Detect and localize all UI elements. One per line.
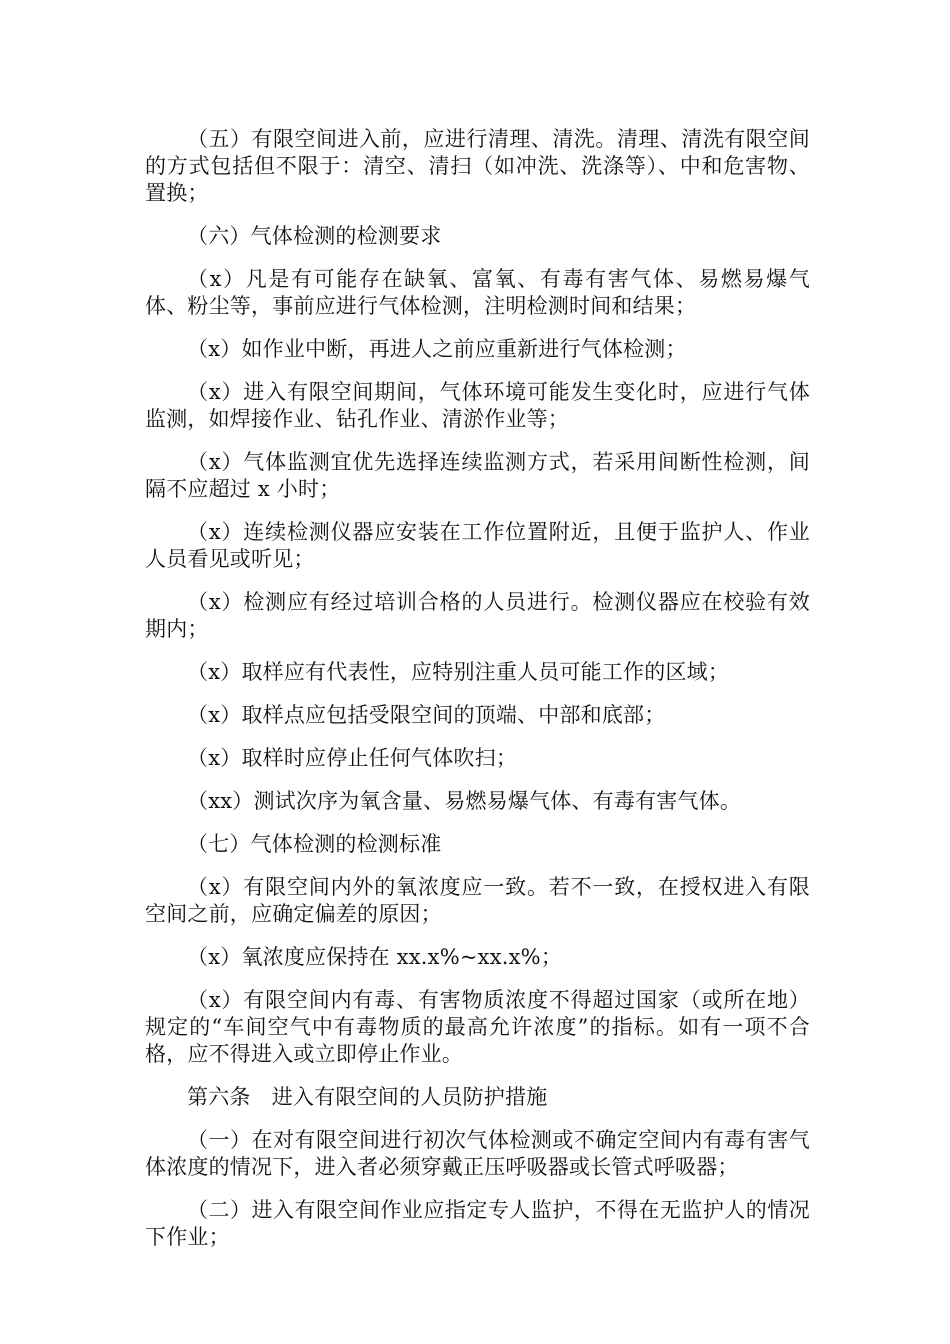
document-body bbox=[145, 126, 810, 1267]
paragraph-work-interrupted: （x）如作业中断，再进人之前应重新进行气体检测； bbox=[187, 337, 687, 361]
paragraph-trained-personnel: （x）检测应有经过培训合格的人员进行。检测仪器应在校验有效期内； bbox=[145, 590, 810, 641]
article-6-heading: 第六条 进入有限空间的人员防护措施 bbox=[187, 1085, 548, 1109]
paragraph-supervision: （二）进入有限空间作业应指定专人监护，不得在无监护人的情况下作业； bbox=[145, 1198, 810, 1249]
heading-6-gas-detection-requirements: （六）气体检测的检测要求 bbox=[187, 224, 442, 248]
paragraph-sampling-points: （x）取样点应包括受限空间的顶端、中部和底部； bbox=[187, 703, 666, 727]
heading-7-gas-detection-standards: （七）气体检测的检测标准 bbox=[187, 832, 442, 856]
paragraph-gas-detection-before: （x）凡是有可能存在缺氧、富氧、有毒有害气体、易燃易爆气体、粉尘等，事前应进行气体检测，注明检测时间和结果； bbox=[145, 267, 810, 318]
paragraph-oxygen-range: （x）氧浓度应保持在 xx.x%~xx.x%； bbox=[187, 945, 563, 969]
paragraph-oxygen-consistency: （x）有限空间内外的氧浓度应一致。若不一致，在授权进入有限空间之前，应确定偏差的原因； bbox=[145, 875, 810, 926]
paragraph-5-cleaning: （五）有限空间进入前，应进行清理、清洗。清理、清洗有限空间的方式包括但不限于：清空、清扫（如冲洗、洗涤等）、中和危害物、置换； bbox=[145, 127, 810, 205]
paragraph-toxic-limits: （x）有限空间内有毒、有害物质浓度不得超过国家（或所在地）规定的“车间空气中有毒物质的最高允许浓度”的指标。如有一项不合格，应不得进入或立即停止作业。 bbox=[145, 988, 810, 1066]
paragraph-continuous-monitoring: （x）气体监测宜优先选择连续监测方式，若采用间断性检测，间隔不应超过 x 小时； bbox=[145, 450, 810, 501]
paragraph-test-order: （xx）测试次序为氧含量、易燃易爆气体、有毒有害气体。 bbox=[187, 789, 742, 813]
paragraph-stop-purging: （x）取样时应停止任何气体吹扫； bbox=[187, 746, 518, 770]
paragraph-respirator: （一）在对有限空间进行初次气体检测或不确定空间内有毒有害气体浓度的情况下，进入者必须穿戴正压呼吸器或长管式呼吸器； bbox=[145, 1128, 810, 1179]
paragraph-environment-change: （x）进入有限空间期间，气体环境可能发生变化时，应进行气体监测，如焊接作业、钻孔作业、清淤作业等； bbox=[145, 380, 810, 431]
paragraph-instrument-placement: （x）连续检测仪器应安装在工作位置附近，且便于监护人、作业人员看见或听见； bbox=[145, 520, 810, 571]
paragraph-representative-sampling: （x）取样应有代表性，应特别注重人员可能工作的区域； bbox=[187, 660, 730, 684]
